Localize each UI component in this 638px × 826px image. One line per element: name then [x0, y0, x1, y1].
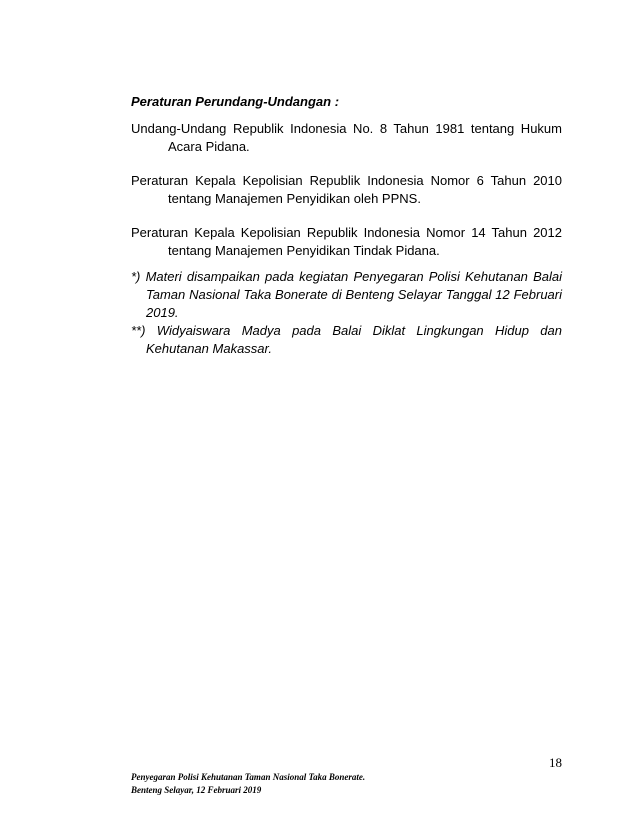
- reference-item: Undang-Undang Republik Indonesia No. 8 Tahun 1981 tentang Hukum Acara Pidana.: [131, 121, 562, 154]
- footnote-item: *) Materi disampaikan pada kegiatan Penyegaran Polisi Kehutanan Balai Taman Nasional Taka Bonerate di Benteng Selayar Tanggal 12 Februari 2019.: [131, 269, 562, 320]
- footer-line: Benteng Selayar, 12 Februari 2019: [131, 785, 262, 795]
- footnotes-list: [131, 268, 562, 358]
- references-list: [131, 120, 562, 276]
- reference-item: Peraturan Kepala Kepolisian Republik Indonesia Nomor 14 Tahun 2012 tentang Manajemen Penyidikan Tindak Pidana.: [131, 225, 562, 258]
- footnote-item: **) Widyaiswara Madya pada Balai Diklat Lingkungan Hidup dan Kehutanan Makassar.: [131, 323, 562, 356]
- reference-item: Peraturan Kepala Kepolisian Republik Indonesia Nomor 6 Tahun 2010 tentang Manajemen Penyidikan oleh PPNS.: [131, 173, 562, 206]
- footer-line: Penyegaran Polisi Kehutanan Taman Nasional Taka Bonerate.: [131, 772, 366, 782]
- page-number: 18: [549, 755, 562, 770]
- page-footer: [131, 771, 365, 797]
- section-heading: Peraturan Perundang-Undangan :: [131, 94, 340, 109]
